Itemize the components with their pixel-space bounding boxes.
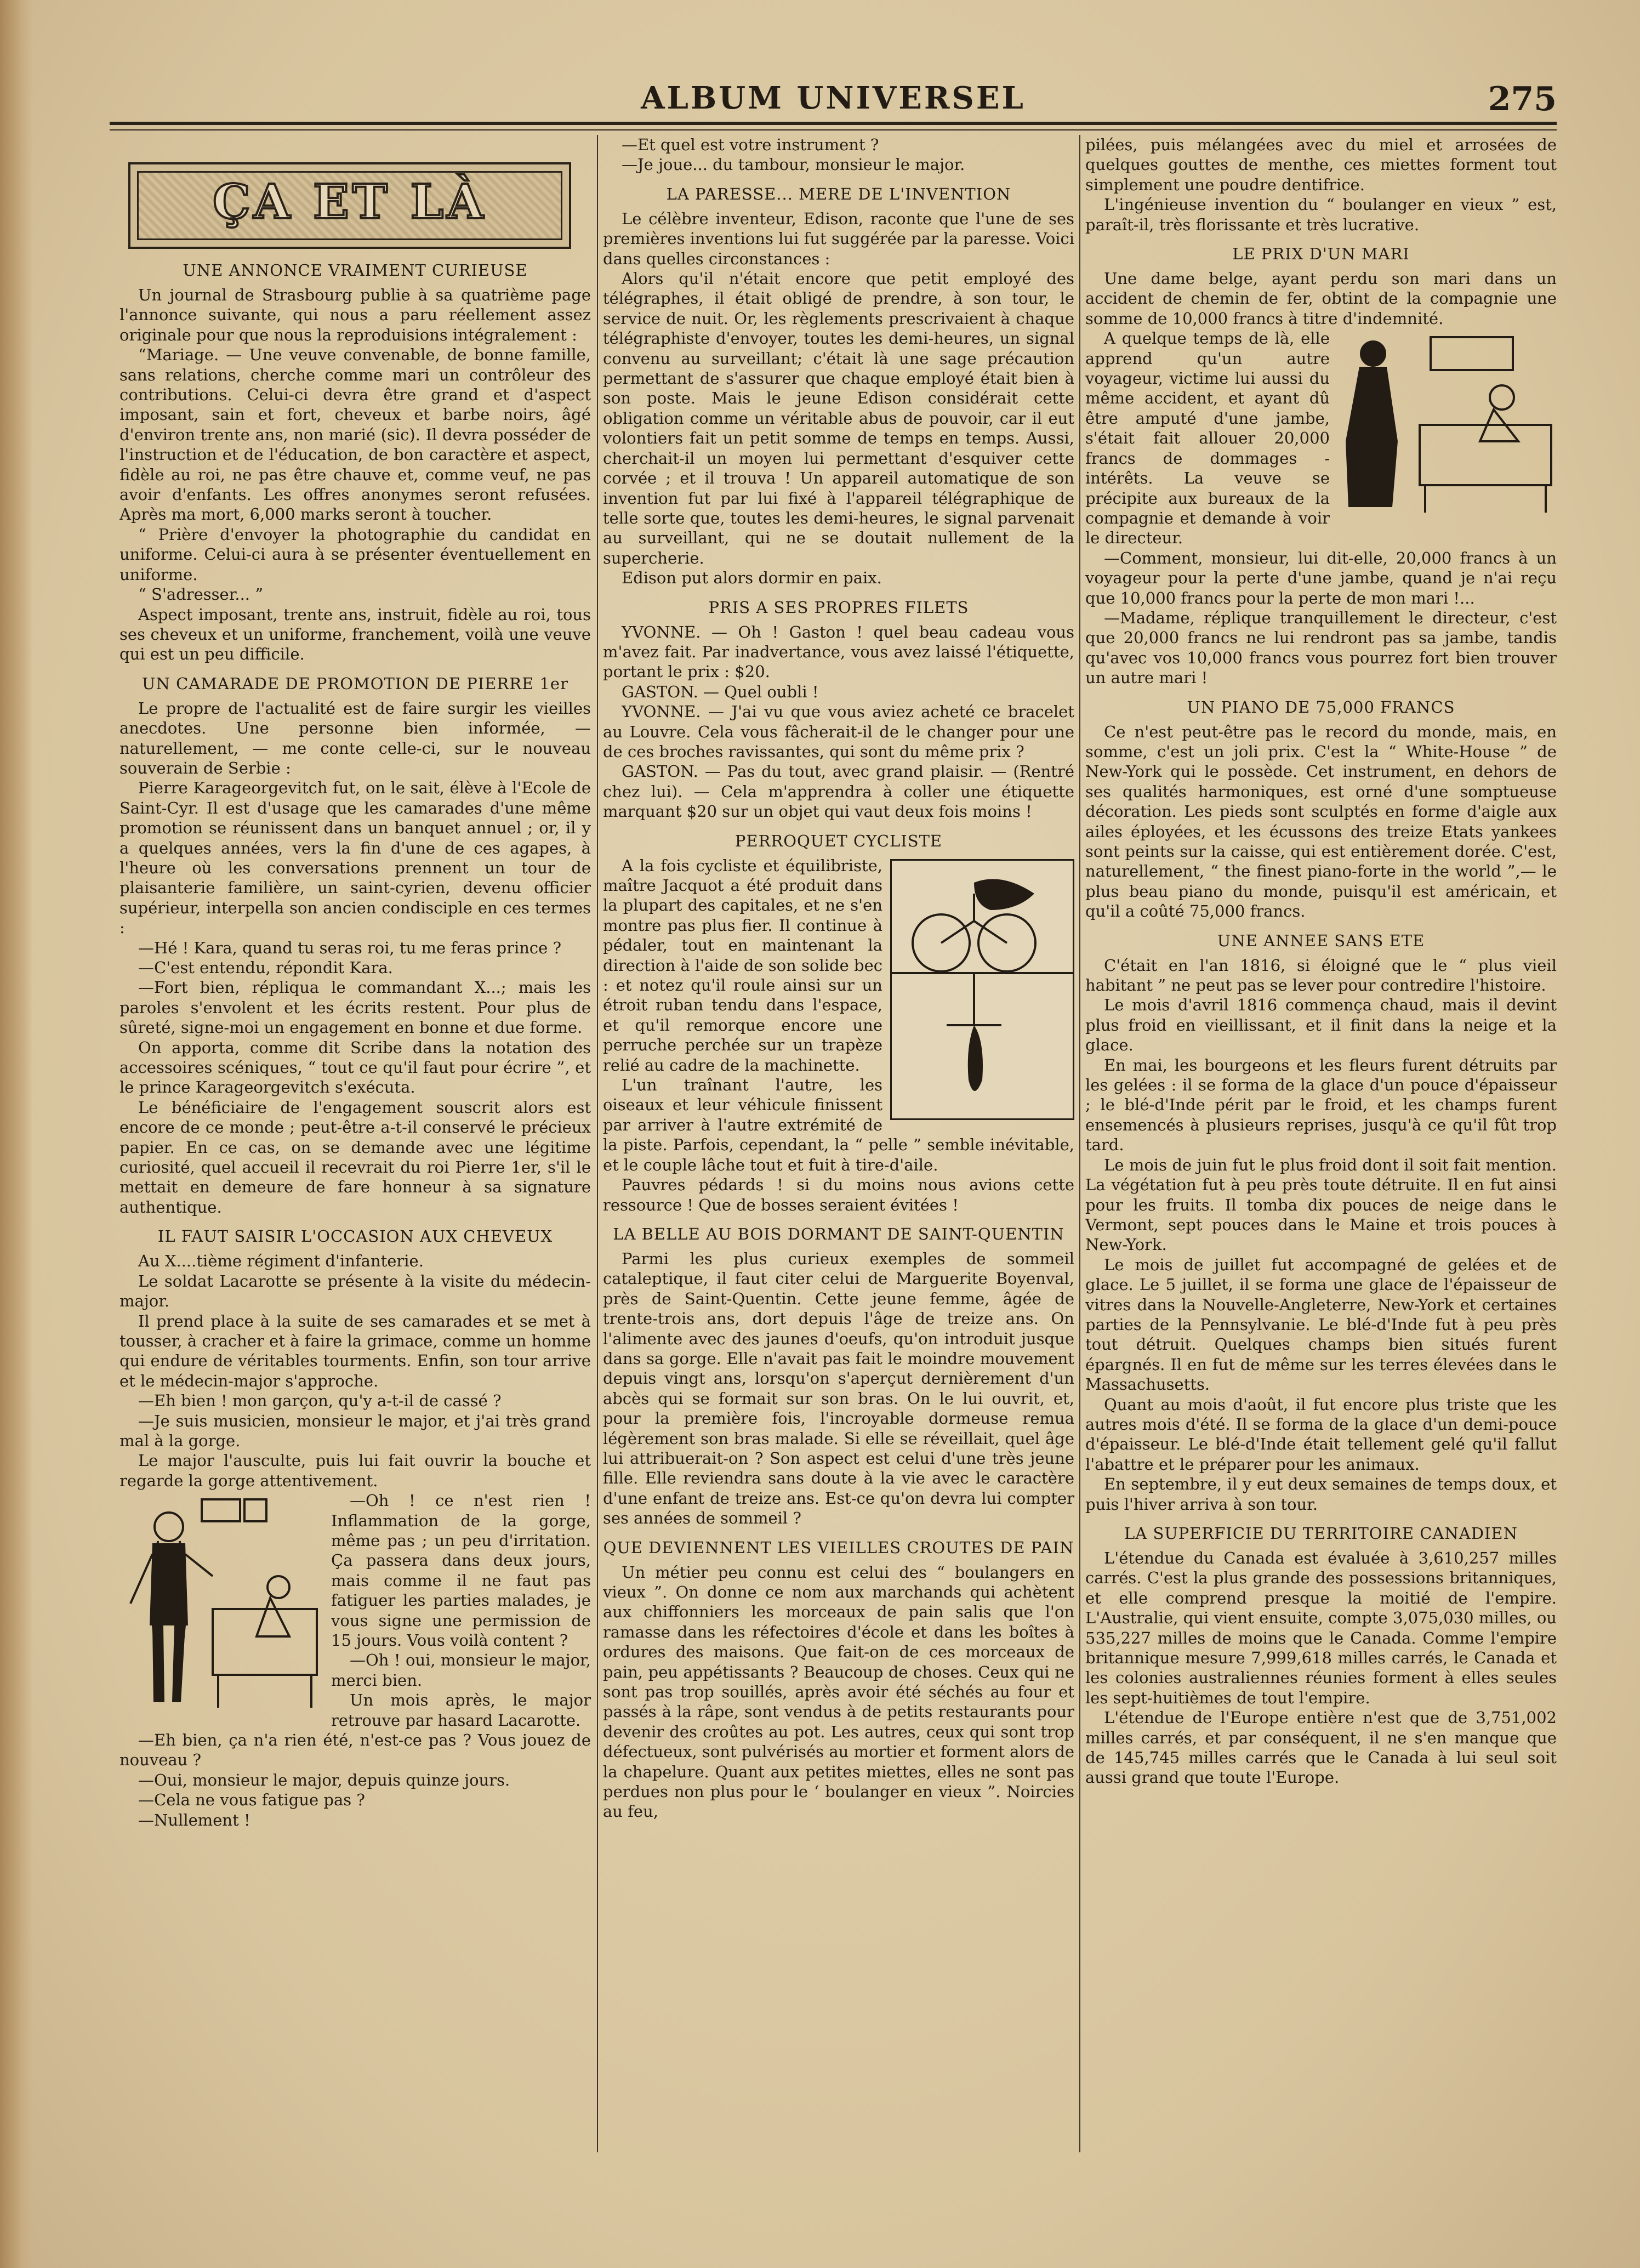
paragraph: —Oui, monsieur le major, depuis quinze jours.	[138, 1770, 510, 1789]
paragraph: En septembre, il y eut deux semaines de temps doux, et puis l'hiver arriva à son tour.	[1085, 1475, 1557, 1514]
article-heading: PRIS A SES PROPRES FILETS	[708, 598, 969, 617]
paragraph: —Fort bien, répliqua le commandant X...; mais les paroles s'envolent et les écrits restent. Pour plus de sûreté, signe-moi un engagement en bonne et due forme.	[119, 978, 591, 1037]
column-3	[1085, 135, 1557, 2174]
column-separator	[1079, 135, 1080, 2152]
article-paresse	[603, 185, 1074, 588]
paragraph: L'étendue du Canada est évaluée à 3,610,257 milles carrés. C'est la plus grande des possessions britanniques, et elle comprend presque la moitié de l'empire. L'Australie, qui vient ensuite, compte 3,075,030 milles, ou 535,227 milles de moins que le Canada. Comme l'empire britannique mesure 7,999,618 milles carrés, le Canada et les colonies australiennes réunies forment à elles seules les sept-huitièmes de tout l'empire.	[1085, 1549, 1557, 1707]
article-heading: LE PRIX D'UN MARI	[1232, 245, 1410, 264]
paragraph: A la fois cycliste et équilibriste, maître Jacquot a été produit dans la plupart des capitales, et ne s'en montre pas plus fier. Il continue à pédaler, tout en maintenant la direction à l'aide de son solide bec : et notez qu'il roule ainsi sur un étroit ruban tendu dans l'espace, et qu'il remorque encore une perruche perchée sur un trapèze relié au cadre de la machinette.	[603, 856, 882, 1075]
article-heading: UNE ANNONCE VRAIMENT CURIEUSE	[183, 261, 528, 280]
column-2	[603, 135, 1074, 2174]
article-continuation	[1085, 135, 1557, 235]
paragraph: Ce n'est peut-être pas le record du monde, mais, en somme, c'est un joli prix. C'est la “ White-House ” de New-York qui le possède. Cet instrument, en dehors de ses qualités harmoniques, est orné d'une somptueuse décoration. Les pieds sont sculptés en forme d'aigle aux ailes éployées, et les écussons des treize Etats yankees sont peints sur la caisse, qui est entièrement dorée. C'est, naturellement, “ the finest piano-forte in the world ”,— le plus beau piano du monde, puisqu'il est américain, et qu'il a coûté 75,000 francs.	[1085, 722, 1557, 921]
article-perroquet	[603, 832, 1074, 1215]
paragraph: —Eh bien ! mon garçon, qu'y a-t-il de cassé ?	[138, 1391, 502, 1411]
paragraph: —Je joue... du tambour, monsieur le major.	[622, 155, 965, 174]
column-separator	[597, 135, 598, 2152]
paragraph: Le soldat Lacarotte se présente à la visite du médecin-major.	[119, 1271, 591, 1311]
paragraph: YVONNE. — Oh ! Gaston ! quel beau cadeau vous m'avez fait. Par inadvertance, vous avez laissé l'étiquette, portant le prix : $20.	[603, 622, 1074, 681]
paragraph: “ S'adresser... ”	[138, 585, 264, 604]
paragraph: Un mois après, le major retrouve par hasard Lacarotte.	[331, 1691, 591, 1730]
publication-title: ALBUM UNIVERSEL	[641, 80, 1026, 116]
column-1	[119, 135, 591, 2174]
section-banner	[128, 162, 571, 249]
paragraph: Le propre de l'actualité est de faire surgir les vieilles anecdotes. Une personne bien informée, — naturellement, — me conte celle-ci, sur le nouveau souverain de Serbie :	[119, 698, 591, 777]
paragraph: C'était en l'an 1816, si éloigné que le “ plus vieil habitant ” ne peut pas se lever pour contredire l'histoire.	[1085, 956, 1557, 995]
paragraph: Le bénéficiaire de l'engagement souscrit alors est encore de ce monde ; peut-être a-t-il conservé le précieux papier. En ce cas, on se demande avec une légitime curiosité, quel accueil il recevrait du roi Pierre 1er, s'il le mettait en demeure de fare honneur à sa signature authentique.	[119, 1098, 591, 1217]
paragraph: —Je suis musicien, monsieur le major, et j'ai très grand mal à la gorge.	[119, 1411, 591, 1450]
paragraph: “ Prière d'envoyer la photographie du candidat en uniforme. Celui-ci aura à se présenter éventuellement en uniforme.	[119, 525, 591, 584]
paragraph: Le célèbre inventeur, Edison, raconte que l'une de ses premières inventions lui fut suggérée par la paresse. Voici dans quelles circonstances :	[603, 209, 1074, 268]
paragraph: Parmi les plus curieux exemples de sommeil cataleptique, il faut citer celui de Marguerite Boyenval, près de Saint-Quentin. Cette jeune femme, âgée de trente-trois ans, dort depuis l'âge de treize ans. On l'alimente avec des jaunes d'oeufs, qu'on introduit jusque dans sa gorge. Elle n'avait pas fait le moindre mouvement depuis vingt ans, lorsqu'on s'aperçut dernièrement d'un abcès qui se formait sur son bras. On le lui ouvrit, et, pour la première fois, l'incroyable dormeuse remua légèrement son bras malade. Si elle se réveillait, quel âge lui attribuerait-on ? Son aspect est celui d'une très jeune fille. Elle reviendra sans doute à la vie avec le caractère d'une enfant de treize ans. Est-ce qu'on devra lui compter ses années de sommeil ?	[603, 1249, 1074, 1528]
article-heading: UNE ANNEE SANS ETE	[1217, 931, 1425, 950]
paragraph: —Eh bien, ça n'a rien été, n'est-ce pas ? Vous jouez de nouveau ?	[119, 1731, 591, 1770]
article-heading: UN PIANO DE 75,000 FRANCS	[1187, 697, 1455, 717]
article-heading: UN CAMARADE DE PROMOTION DE PIERRE 1er	[142, 674, 568, 693]
paragraph: Le mois de juin fut le plus froid dont il soit fait mention. La végétation fut à peu près toute détruite. Il en fut ainsi pour les fruits. Il tomba dix pouces de neige dans le Vermont, sept pouces dans le Maine et trois pouces à New-York.	[1085, 1155, 1557, 1254]
article-heading: QUE DEVIENNENT LES VIEILLES CROUTES DE PAIN	[603, 1538, 1074, 1557]
paragraph: “Mariage. — Une veuve convenable, de bonne famille, sans relations, cherche comme mari un contrôleur des contributions. Celui-ci devra être grand et d'aspect imposant, sain et fort, cheveux et barbe noirs, âgé d'environ trente ans, non marié (sic). Il devra posséder de l'instruction et de l'éducation, de bon caractère et aspect, fidèle au roi, ne pas être chauve et, comme veuf, ne pas avoir d'enfants. Les offres anonymes seront refusées. Après ma mort, 6,000 marks seront à toucher.	[119, 345, 591, 524]
article-heading: PERROQUET CYCLISTE	[734, 831, 943, 850]
paragraph: Pauvres pédards ! si du moins nous avions cette ressource ! Que de bosses seraient évitées !	[603, 1175, 1074, 1214]
article-prix-mari	[1085, 245, 1557, 688]
article-annee-sans-ete	[1085, 931, 1557, 1514]
paragraph: Alors qu'il n'était encore que petit employé des télégraphes, il était obligé de prendre, à son tour, le service de nuit. Or, les règlements prescrivaient à chaque télégraphiste d'envoyer, toutes les demi-heures, un signal convenu au surveillant; c'était là une sage précaution permettant de s'assurer que chaque employé était bien à son poste. Mais le jeune Edison considérait cette obligation comme un véritable abus de pouvoir, car il eut volontiers fait un petit somme de temps en temps. Aussi, cherchait-il un moyen lui permettant d'esquiver cette corvée ; et il trouva ! Un appareil automatique de son invention fut par lui fixé à l'appareil télégraphique de telle sorte que, toutes les demi-heures, le signal parvenait au surveillant, qui ne se doutait nullement de la supercherie.	[603, 269, 1074, 567]
page-binding-edge	[0, 0, 33, 2268]
header-rule-thin	[110, 129, 1557, 130]
paragraph: —Cela ne vous fatigue pas ?	[138, 1790, 365, 1810]
article-occasion	[119, 1227, 591, 1830]
paragraph: Un journal de Strasbourg publie à sa quatrième page l'annonce suivante, qui nous a paru réellement assez originale pour que nous la reproduisions intégralement :	[119, 286, 591, 344]
article-camarade	[119, 674, 591, 1218]
paragraph: Aspect imposant, trente ans, instruit, fidèle au roi, tous ses cheveux et un uniforme, franchement, voilà une veuve qui est un peu difficile.	[119, 605, 591, 664]
paragraph: —Madame, réplique tranquillement le directeur, c'est que 20,000 francs ne lui rendront pas sa jambe, tandis qu'avec vos 10,000 francs vous pourrez fort bien trouver un autre mari !	[1085, 608, 1557, 687]
paragraph: L'ingénieuse invention du “ boulanger en vieux ” est, paraît-il, très florissante et très lucrative.	[1085, 195, 1557, 234]
paragraph: Une dame belge, ayant perdu son mari dans un accident de chemin de fer, obtint de la compagnie une somme de 10,000 francs à titre d'indemnité.	[1085, 269, 1557, 328]
paragraph: Quant au mois d'août, il fut encore plus triste que les autres mois d'été. Il se forma de la glace d'un demi-pouce d'épaisseur. Le blé-d'Inde était tellement gelé qu'il fallut l'abattre et le préparer pour les animaux.	[1085, 1395, 1557, 1474]
header-rule-thick	[110, 122, 1557, 125]
paragraph: Au X....tième régiment d'infanterie.	[138, 1252, 424, 1271]
article-annonce	[119, 261, 591, 664]
article-heading: LA PARESSE... MERE DE L'INVENTION	[666, 184, 1011, 203]
article-territoire-canadien	[1085, 1524, 1557, 1788]
article-filets	[603, 598, 1074, 822]
paragraph: —C'est entendu, répondit Kara.	[138, 958, 393, 977]
paragraph: Le mois d'avril 1816 commença chaud, mais il devint plus froid en vieillissant, et il finit dans la neige et la glace.	[1085, 996, 1557, 1055]
paragraph: L'un traînant l'autre, les oiseaux et leur véhicule finissent par arriver à l'autre extrémité de la piste. Parfois, cependant, la “ pelle ” semble inévitable, et le couple lâche tout et fuit à tire-d'aile.	[603, 1076, 1074, 1174]
paragraph: GASTON. — Pas du tout, avec grand plaisir. — (Rentré chez lui). — Cela m'apprendra à coller une étiquette marquant $20 sur un objet qui vaut deux fois moins !	[603, 762, 1074, 821]
paragraph: Le mois de juillet fut accompagné de gelées et de glace. Le 5 juillet, il se forma une glace de l'épaisseur de vitres dans la Nouvelle-Angleterre, New-York et certaines parties de la Pennsylvanie. Le blé-d'Inde fut à peu près tout détruit. Quelques champs bien situés furent épargnés. Il en fut de même sur les terres élevées dans le Massachusetts.	[1085, 1255, 1557, 1394]
paragraph: Edison put alors dormir en paix.	[622, 569, 882, 588]
paragraph: Un métier peu connu est celui des “ boulangers en vieux ”. On donne ce nom aux marchands qui achètent aux chiffonniers les morceaux de pain salis que l'on ramasse dans les réfectoires d'école et dans les boîtes à ordures des maisons. Que fait-on de ces morceaux de pain, peu appétissants ? Beaucoup de choses. Ceux qui ne sont pas trop souillés, après avoir été séchés au four et passés à la râpe, sont vendus à de petits restaurants pour devenir des croûtes au pot. Les autres, ceux qui sont trop défectueux, sont pulvérisés au mortier et forment alors de la chapelure. Quant aux petites miettes, elles ne sont pas perdues non plus pour le ‘ boulanger en vieux ”. Noircies au feu,	[603, 1562, 1074, 1821]
article-heading: LA BELLE AU BOIS DORMANT DE SAINT-QUENTIN	[613, 1224, 1064, 1243]
article-heading: LA SUPERFICIE DU TERRITOIRE CANADIEN	[1124, 1524, 1518, 1543]
paragraph: Pierre Karageorgevitch fut, on le sait, élève à l'Ecole de Saint-Cyr. Il est d'usage que les camarades d'une même promotion se réunissent dans un banquet annuel ; or, il y a quelques années, vers la fin d'une de ces agapes, à l'heure où les conversations prennent un tour de plaisanterie familière, un saint-cyrien, devenu officier supérieur, interpella son ancien condisciple en ces termes :	[119, 778, 591, 937]
doctor-soldier-illustration	[119, 1494, 322, 1713]
paragraph: Le major l'ausculte, puis lui fait ouvrir la bouche et regarde la gorge attentivement.	[119, 1451, 591, 1490]
paragraph: On apporta, comme dit Scribe dans la notation des accessoires scéniques, “ tout ce qu'il faut pour écrire ”, et le prince Karageorgevitch s'exécuta.	[119, 1038, 591, 1097]
article-continuation	[603, 135, 1074, 175]
widow-director-illustration	[1337, 332, 1557, 513]
article-heading: IL FAUT SAISIR L'OCCASION AUX CHEVEUX	[157, 1227, 553, 1246]
paragraph: YVONNE. — J'ai vu que vous aviez acheté ce bracelet au Louvre. Cela vous fâcherait-il de le changer pour une de ces broches ravissantes, qui sont du même prix ?	[603, 702, 1074, 761]
paragraph: L'étendue de l'Europe entière n'est que de 3,751,002 milles carrés, et par conséquent, il ne s'en manque que de 145,745 milles carrés que le Canada à lui seul soit aussi grand que toute l'Europe.	[1085, 1708, 1557, 1787]
paragraph: —Oh ! ce n'est rien ! Inflammation de la gorge, même pas ; un peu d'irritation. Ça passera dans deux jours, mais comme il ne faut pas fatiguer les parties malades, je vous signe une permission de 15 jours. Vous voilà content ?	[331, 1491, 591, 1650]
paragraph: Il prend place à la suite de ses camarades et se met à tousser, à cracher et à faire la grimace, comme un homme qui endure de véritables tourments. Enfin, son tour arrive et le médecin-major s'approche.	[119, 1311, 591, 1390]
banner-title: ÇA ET LÀ	[213, 174, 487, 230]
page-number: 275	[1488, 80, 1557, 118]
paragraph: pilées, puis mélangées avec du miel et arrosées de quelques gouttes de menthe, ces miettes forment tout simplement une poudre dentifrice.	[1085, 135, 1557, 194]
paragraph: —Hé ! Kara, quand tu seras roi, tu me feras prince ?	[138, 938, 562, 957]
paragraph: —Comment, monsieur, lui dit-elle, 20,000 francs à un voyageur pour la perte d'une jambe, quand je n'ai reçu que 10,000 francs pour la perte de mon mari !...	[1085, 548, 1557, 607]
paragraph: —Oh ! oui, monsieur le major, merci bien.	[331, 1651, 591, 1690]
article-belle-au-bois	[603, 1225, 1074, 1528]
paragraph: —Et quel est votre instrument ?	[622, 135, 879, 154]
paragraph: En mai, les bourgeons et les fleurs furent détruits par les gelées : il se forma de la glace d'un pouce d'épaisseur ; le blé-d'Inde périt par le froid, et les champs furent ensemencés à plusieurs reprises, jusqu'à ce qu'il fût trop tard.	[1085, 1055, 1557, 1155]
paragraph: GASTON. — Quel oubli !	[622, 682, 819, 701]
parrot-bicycle-illustration	[890, 859, 1074, 1120]
paragraph: —Nullement !	[138, 1810, 250, 1829]
page-header	[110, 80, 1557, 124]
article-piano	[1085, 698, 1557, 922]
paragraph: A quelque temps de là, elle apprend qu'un autre voyageur, victime lui aussi du même accident, et ayant dû être amputé d'une jambe, s'était fait allouer 20,000 francs de dommages - intérêts. La veuve se précipite aux bureaux de la compagnie et demande à voir le directeur.	[1085, 329, 1330, 548]
article-croutes	[603, 1538, 1074, 1822]
